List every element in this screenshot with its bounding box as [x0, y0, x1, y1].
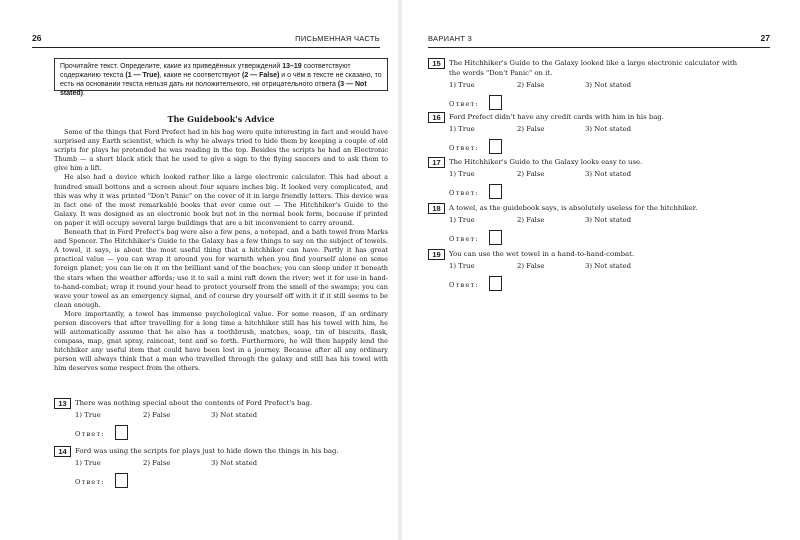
- instructions-text: соответствуют содержанию текста: [60, 63, 351, 79]
- question-text: The Hitchhiker's Guide to the Galaxy looks easy to use.: [449, 158, 643, 166]
- option-not-stated: 3) Not stated: [585, 170, 632, 178]
- question-number: 19: [428, 249, 445, 260]
- question-text-continued: the words "Don't Panic" on it.: [449, 69, 553, 77]
- instructions-text: и о чём в тексте не сказано, то есть на основании текста нельзя дать ни положительного, ни отрицательного ответа: [60, 72, 382, 88]
- option-false: 2) False: [143, 459, 171, 467]
- page-number: 27: [760, 33, 770, 43]
- right-page: [400, 0, 800, 540]
- answer-label: Ответ:: [449, 281, 479, 289]
- option-not-stated: 3) Not stated: [585, 125, 632, 133]
- paragraph: He also had a device which looked rather like a large electronic calculator. This had about a hundred small bottons and a screen about four square inches big. It looked very complicated, and this was why it was printed "Don't Panic" on the cover of it in large friendly letters. This device was in fact one of the most remarkable books that ever came out — The Hitchhiker's Guide to the Galaxy. It was designed as an electronic book but not in the normal book form, because if printed on paper it will occupy several large buildings that are a bit inconvenient to carry around.: [54, 173, 388, 227]
- left-page-header: [32, 33, 380, 48]
- answer-label: Ответ:: [449, 144, 479, 152]
- option-false: 2) False: [143, 411, 171, 419]
- text-title: The Guidebook's Advice: [167, 114, 275, 124]
- option-not-stated: 3) Not stated: [211, 459, 258, 467]
- answer-label: Ответ:: [449, 189, 479, 197]
- option-not-stated: 3) Not stated: [585, 216, 632, 224]
- option-true: 1) True: [449, 125, 475, 133]
- question-number: 18: [428, 203, 445, 214]
- question-14: [54, 446, 384, 491]
- option-not-stated: 3) Not stated: [585, 262, 632, 270]
- answer-box[interactable]: [489, 230, 502, 245]
- option-false: 2) False: [517, 170, 545, 178]
- question-text: You can use the wet towel in a hand-to-hand-combat.: [449, 250, 635, 258]
- option-not-stated: 3) Not stated: [211, 411, 258, 419]
- question-19: [428, 249, 758, 294]
- paragraph: Beneath that in Ford Prefect's bag were also a few pens, a notepad, and a bath towel from Marks and Spencer. The Hitchhiker's Guide to the Galaxy has a few things to say on the subject of towels. A towel, it says, is about the most useful thing that a hitchhiker can have. Partly it has great practical value — you can wrap it around you for warmth when you find yourself alone on some foreign planet; you can lie on it on the brilliant sand of the beaches; you can sleep under it beneath the stars when the weather affords; use it to sail a mini raft down the river; wet it for use in hand-to-hand-combat; wrap it round your head to protect yourself from the smell of the swamps; you can wave your towel as an emergency signal, and of course dry yourself off with it if it still seems to be clean enough.: [54, 228, 388, 309]
- question-text: The Hitchhiker's Guide to the Galaxy looked like a large electronic calculator with: [449, 59, 738, 67]
- header-title: ПИСЬМЕННАЯ ЧАСТЬ: [295, 34, 380, 43]
- question-text: Ford Prefect didn't have any credit cards with him in his bag.: [449, 113, 664, 121]
- answer-box[interactable]: [115, 473, 128, 488]
- question-18: [428, 203, 758, 248]
- question-text: There was nothing special about the contents of Ford Prefect's bag.: [75, 399, 313, 407]
- page-number: 26: [32, 33, 42, 43]
- option-false: 2) False: [517, 262, 545, 270]
- option-true: 1) True: [75, 411, 101, 419]
- option-true: 1) True: [449, 262, 475, 270]
- question-16: [428, 112, 758, 157]
- paragraph: Some of the things that Ford Prefect had in his bag were quite interesting in fact and would have surprised any Earth scientist, which is why he always tried to hide them by keeping a couple of old scripts for plays he pretended he was reading in the top. Besides the scripts he had an Electronic Thumb — a short black stick that he used to give a sign to the flying saucers and to ask them to give him a lift.: [54, 128, 388, 173]
- answer-label: Ответ:: [75, 478, 105, 486]
- paragraph: More importantly, a towel has immense psychological value. For some reason, if an ordinary person discovers that after travelling for a long time a hitchhiker still has his towel with him, he will automatically assume that he also has a toothbrush, matches, soap, tin of biscuits, flask, compass, map, gnat spray, raincoat, tent and so forth. Furthermore, he will then happily lend the hitchhiker any useful item that could have been lost in a journey. Because after all any ordinary person will always think that a man who travelled through the galaxy and still has his towel with him deserves some respect from the others.: [54, 309, 388, 373]
- instructions-not-stated: (3 — Not stated): [60, 81, 367, 97]
- right-page-header: [428, 33, 770, 48]
- question-number: 15: [428, 58, 445, 69]
- question-number: 17: [428, 157, 445, 168]
- answer-label: Ответ:: [75, 430, 105, 438]
- instructions-true: (1 — True): [125, 72, 160, 79]
- answer-label: Ответ:: [449, 100, 479, 108]
- instructions-text: Прочитайте текст. Определите, какие из приведённых утверждений: [60, 63, 283, 70]
- option-false: 2) False: [517, 81, 545, 89]
- option-false: 2) False: [517, 216, 545, 224]
- header-title: ВАРИАНТ 3: [428, 34, 473, 43]
- reading-text: [54, 128, 388, 374]
- question-number: 13: [54, 398, 71, 409]
- answer-box[interactable]: [489, 184, 502, 199]
- answer-box[interactable]: [489, 276, 502, 291]
- question-15: [428, 58, 758, 113]
- question-number: 16: [428, 112, 445, 123]
- instructions-text: , какие не соответствуют: [159, 72, 242, 79]
- option-true: 1) True: [449, 216, 475, 224]
- instructions-range: 13–19: [282, 63, 302, 70]
- option-true: 1) True: [75, 459, 101, 467]
- question-text: A towel, as the guidebook says, is absolutely useless for the hitchhiker.: [449, 204, 698, 212]
- question-number: 14: [54, 446, 71, 457]
- question-17: [428, 157, 758, 202]
- answer-box[interactable]: [489, 95, 502, 110]
- option-not-stated: 3) Not stated: [585, 81, 632, 89]
- question-13: [54, 398, 384, 443]
- option-true: 1) True: [449, 170, 475, 178]
- answer-box[interactable]: [489, 139, 502, 154]
- answer-label: Ответ:: [449, 235, 479, 243]
- instructions-false: (2 — False): [242, 72, 280, 79]
- option-false: 2) False: [517, 125, 545, 133]
- option-true: 1) True: [449, 81, 475, 89]
- answer-box[interactable]: [115, 425, 128, 440]
- question-text: Ford was using the scripts for plays just to hide down the things in his bag.: [75, 447, 339, 455]
- instructions-box: [54, 58, 388, 97]
- instructions-text: .: [82, 90, 85, 97]
